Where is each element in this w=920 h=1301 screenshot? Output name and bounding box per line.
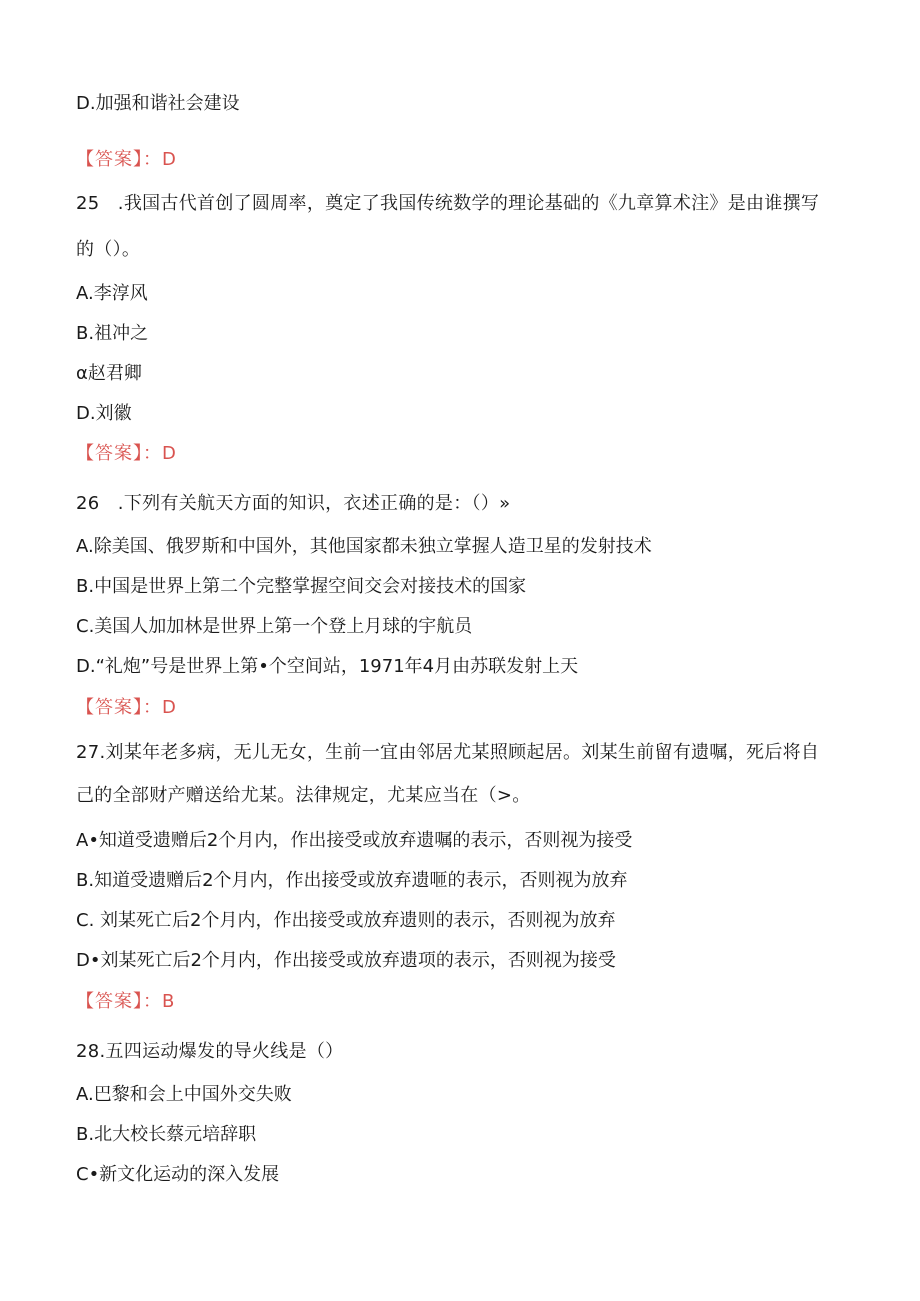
question-27-line-1: 27.刘某年老多病，无儿无女，生前一宜由邻居尤某照顾起居。刘某生前留有遗嘱，死后将自 xyxy=(76,742,820,763)
answer-q24: 【答案】：D xyxy=(76,149,177,170)
option-b-q25: B.祖冲之 xyxy=(76,323,149,344)
option-a-q27: A•知道受遗赠后2个月内，作出接受或放弃遗嘱的表示，否则视为接受 xyxy=(76,830,633,851)
question-28: 28.五四运动爆发的导火线是（） xyxy=(76,1041,344,1062)
option-c-q25: α赵君卿 xyxy=(76,363,142,384)
option-d-q24: D.加强和谐社会建设 xyxy=(76,93,240,114)
option-d-q27: D•刘某死亡后2个月内，作出接受或放弃遗项的表示，否则视为接受 xyxy=(76,950,616,971)
option-c-q27: C. 刘某死亡后2个月内，作出接受或放弃遗则的表示，否则视为放弃 xyxy=(76,910,616,931)
option-a-q25: A.李淳风 xyxy=(76,283,148,304)
option-d-q26: D.“礼炮”号是世界上第•个空间站，1971年4月由苏联发射上天 xyxy=(76,656,579,677)
answer-q27: 【答案】：B xyxy=(76,991,176,1012)
option-b-q28: B.北大校长蔡元培辞职 xyxy=(76,1124,257,1145)
option-a-q26: A.除美国、俄罗斯和中国外，其他国家都未独立掌握人造卫星的发射技术 xyxy=(76,536,652,557)
answer-q26: 【答案】：D xyxy=(76,697,177,718)
question-25-line-1: 25 .我国古代首创了圆周率，奠定了我国传统数学的理论基础的《九章算术注》是由谁撰写 xyxy=(76,193,820,214)
option-c-q26: C.美国人加加林是世界上第一个登上月球的宇航员 xyxy=(76,616,473,637)
question-27-line-2: 己的全部财产赠送给尤某。法律规定，尤某应当在（>。 xyxy=(76,785,531,806)
question-25-line-2: 的（）。 xyxy=(76,239,141,260)
question-26: 26 .下列有关航天方面的知识，衣述正确的是：（）» xyxy=(76,493,511,514)
option-c-q28: C•新文化运动的深入发展 xyxy=(76,1164,280,1185)
answer-q25: 【答案】：D xyxy=(76,443,177,464)
option-b-q26: B.中国是世界上第二个完整掌握空间交会对接技术的国家 xyxy=(76,576,527,597)
option-b-q27: B.知道受遗赠后2个月内，作出接受或放弃遗咂的表示，否则视为放弃 xyxy=(76,870,628,891)
option-a-q28: A.巴黎和会上中国外交失败 xyxy=(76,1084,292,1105)
option-d-q25: D.刘徽 xyxy=(76,403,132,424)
